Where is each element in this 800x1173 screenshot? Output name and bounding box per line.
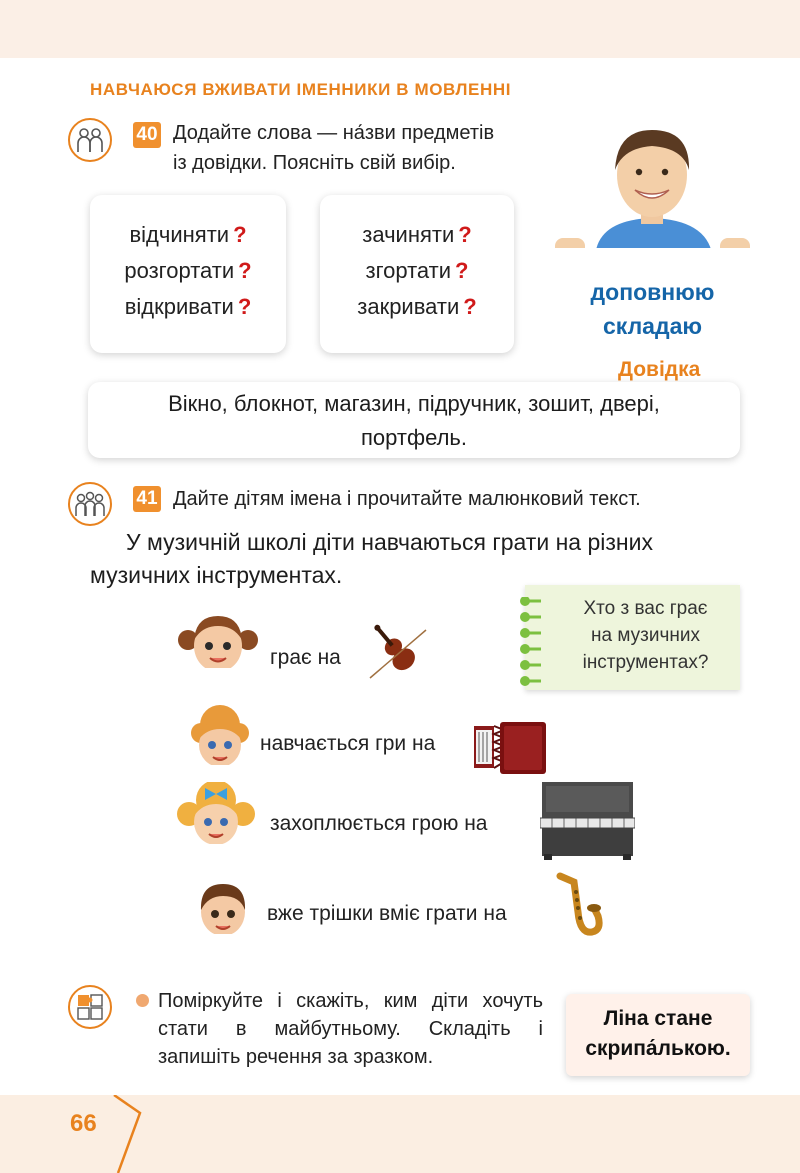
girl-pigtails-illustration [178,610,258,685]
right-words-card [320,195,514,353]
word-row [320,253,514,289]
word: зачиняти [362,222,455,247]
question-mark: ? [463,294,477,319]
example-line-1: Ліна стане [603,1007,713,1030]
word-row [320,217,514,253]
boy-illustration [555,120,750,260]
hint-label: Довідка [618,358,701,381]
accordion-icon [470,720,550,781]
word: відчиняти [129,222,230,247]
hint-line-1: Вікно, блокнот, магазин, підручник, зошит, двері, [168,391,660,416]
row-text-1: грає на [270,646,341,669]
task-40-line-2: із довідки. Поясніть свій вибір. [173,152,456,174]
task-40-line-1: Додайте слова — на́зви предметів [173,122,495,144]
word-row [320,289,514,325]
note-line-3: інструментах? [582,652,709,673]
puzzle-icon [68,985,112,1029]
question-mark: ? [458,222,472,247]
row-text-4: вже трішки вміє грати на [267,902,507,925]
task-40-number: 40 [133,122,161,148]
saxophone-icon [552,872,606,947]
row-text-2: навчається гри на [260,732,436,755]
row-text-3: захоплюється грою на [270,812,488,835]
page-number: 66 [70,1110,97,1137]
note-line-1: Хто з вас грає [583,598,708,619]
paragraph-line-2: музичних інструментах. [90,562,343,588]
violin-icon [360,618,432,687]
left-words-card [90,195,286,353]
boy-caption-line-1: доповнюю [590,279,715,305]
top-band [0,0,800,58]
boy-caption-line-2: складаю [602,313,703,339]
note-line-2: на музичних [591,625,700,646]
bottom-task-line-3: запишіть речення за зразком. [158,1046,434,1068]
bottom-task-line-2: стати в майбутньому. Складіть і [158,1018,543,1040]
boy-curly-illustration [185,705,255,780]
task-41-number: 41 [133,486,161,512]
word-row [90,289,286,325]
question-note [525,585,740,690]
section-title: НАВЧАЮСЯ ВЖИВАТИ ІМЕННИКИ В МОВЛЕННІ [90,80,512,99]
girl-curly-illustration [175,782,257,859]
example-line-2: скрипа́лькою. [585,1037,731,1060]
group-work-icon [68,482,112,526]
word: згортати [365,258,452,283]
word: розгортати [124,258,235,283]
question-mark: ? [237,294,252,319]
example-card [566,994,750,1076]
piano-icon [540,780,635,865]
question-mark: ? [455,258,469,283]
paragraph-line-1: У музичній школі діти навчаються грати на різних [126,529,653,555]
word: відкривати [124,294,234,319]
question-mark: ? [233,222,247,247]
hint-line-2: портфель. [361,425,467,450]
bullet-dot [136,994,149,1007]
question-mark: ? [238,258,252,283]
word-row [90,253,286,289]
bottom-band [0,1095,800,1173]
boy-brown-hair-illustration [188,876,258,949]
boy-caption [565,275,740,343]
word-row [90,217,286,253]
hint-card [88,382,740,458]
pair-work-icon [68,118,112,162]
bottom-task-line-1: Поміркуйте і скажіть, ким діти хочуть [158,990,543,1012]
word: закривати [357,294,460,319]
task-41-instruction: Дайте дітям імена і прочитайте малюнковий текст. [173,488,641,510]
